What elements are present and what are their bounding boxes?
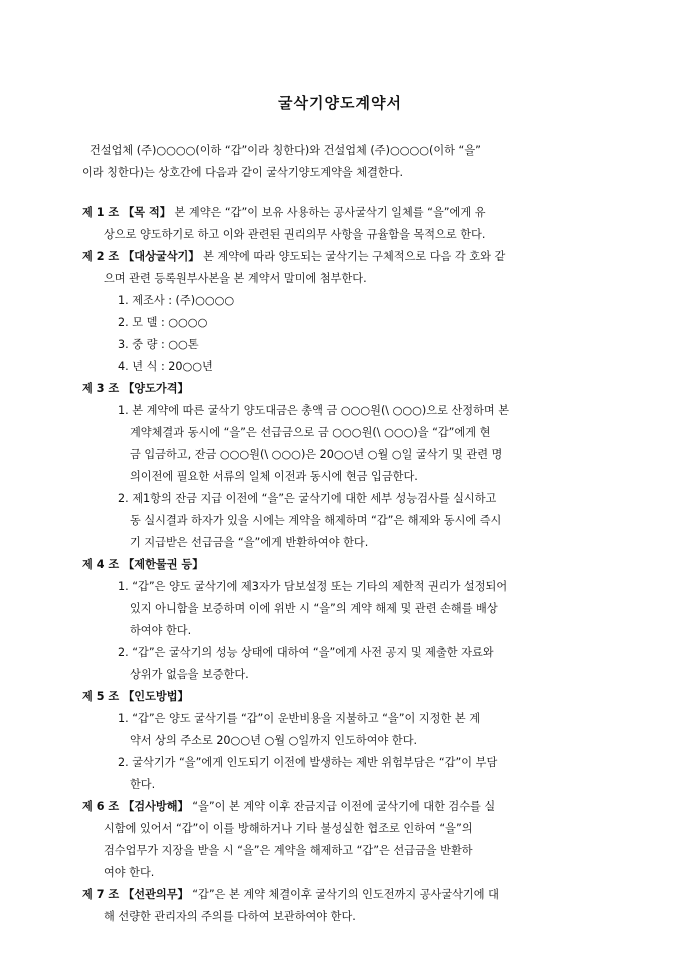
- article-item: 1. “갑”은 양도 굴삭기를 “갑”이 운반비용을 지불하고 “을”이 지정한 본 계: [118, 712, 480, 725]
- intro-line: 건설업체 (주)○○○○(이하 “갑”이라 칭한다)와 건설업체 (주)○○○○(이하 “을”: [90, 144, 481, 157]
- article-item: 4. 년 식 : 20○○년: [118, 360, 213, 373]
- article-item: 약서 상의 주소로 20○○년 ○월 ○일까지 인도하여야 한다.: [130, 734, 418, 747]
- article-1: [82, 202, 598, 246]
- article-heading: 제 1 조 【목 적】: [82, 206, 171, 219]
- article-item: 1. “갑”은 양도 굴삭기에 제3자가 담보설정 또는 기타의 제한적 권리가 설정되어: [118, 580, 508, 593]
- article-item: 의이전에 필요한 서류의 일체 이전과 동시에 현금 입금한다.: [130, 470, 418, 483]
- article-heading-line: [82, 554, 598, 576]
- article-text: 상으로 양도하기로 하고 이와 관련된 권리의무 사항을 규율함을 목적으로 한다.: [104, 228, 486, 241]
- article-heading: 제 3 조 【양도가격】: [82, 382, 189, 395]
- article-heading: 제 4 조 【제한물권 등】: [82, 558, 204, 571]
- article-6: [82, 796, 598, 884]
- article-text: 검수업무가 지장을 받을 시 “을”은 계약을 해제하고 “갑”은 선급금을 반환하: [104, 844, 473, 857]
- article-item: 2. 제1항의 잔금 지급 이전에 “을”은 굴삭기에 대한 세부 성능검사를 실시하고: [118, 492, 497, 505]
- article-4: [82, 554, 598, 686]
- article-heading: 제 7 조 【선관의무】: [82, 888, 189, 901]
- article-item: 동 실시결과 하자가 있을 시에는 계약을 해제하며 “갑”은 해제와 동시에 즉시: [130, 514, 502, 527]
- article-2: [82, 246, 598, 378]
- article-heading-line: [82, 378, 598, 400]
- article-text: 여야 한다.: [104, 866, 155, 879]
- article-heading: 제 5 조 【인도방법】: [82, 690, 189, 703]
- article-item: 금 입금하고, 잔금 ○○○원(\ ○○○)은 20○○년 ○월 ○일 굴삭기 및 관련 명: [130, 448, 503, 461]
- article-item: 2. “갑”은 굴삭기의 성능 상태에 대하여 “을”에게 사전 공지 및 제출한 자료와: [118, 646, 494, 659]
- article-item: 1. 본 계약에 따른 굴삭기 양도대금은 총액 금 ○○○원(\ ○○○)으로 산정하며 본: [118, 404, 510, 417]
- article-7: [82, 884, 598, 928]
- article-item: 2. 모 델 : ○○○○: [118, 316, 208, 329]
- article-item: 계약체결과 동시에 “을”은 선급금으로 금 ○○○원(\ ○○○)을 “갑”에게 현: [130, 426, 491, 439]
- article-heading-line: [82, 202, 598, 224]
- article-heading: 제 6 조 【검사방해】: [82, 800, 189, 813]
- article-text: 본 계약에 따라 양도되는 굴삭기는 구체적으로 다음 각 호와 같: [203, 250, 506, 263]
- article-item: 있지 아니함을 보증하며 이에 위반 시 “을”의 계약 해제 및 관련 손해를 배상: [130, 602, 498, 615]
- intro-line: 이라 칭한다)는 상호간에 다음과 같이 굴삭기양도계약을 체결한다.: [82, 166, 404, 179]
- article-item: 2. 굴삭기가 “을”에게 인도되기 이전에 발생하는 제반 위험부담은 “갑”이 부담: [118, 756, 498, 769]
- article-heading-line: [82, 246, 598, 268]
- article-text: 시함에 있어서 “갑”이 이를 방해하거나 기타 불성실한 협조로 인하여 “을”의: [104, 822, 473, 835]
- article-text: “을”이 본 계약 이후 잔금지급 이전에 굴삭기에 대한 검수를 실: [192, 800, 496, 813]
- article-heading-line: [82, 884, 598, 906]
- article-text: 본 계약은 “갑”이 보유 사용하는 공사굴삭기 일체를 “을”에게 유: [174, 206, 486, 219]
- article-item: 기 지급받은 선급금을 “을”에게 반환하여야 한다.: [130, 536, 369, 549]
- articles-list: [82, 202, 598, 928]
- article-item: 1. 제조사 : (주)○○○○: [118, 294, 235, 307]
- article-heading-line: [82, 796, 598, 818]
- article-text: 해 선량한 관리자의 주의를 다하여 보관하여야 한다.: [104, 910, 356, 923]
- article-heading: 제 2 조 【대상굴삭기】: [82, 250, 200, 263]
- article-item: 한다.: [130, 778, 156, 791]
- article-text: 으며 관련 등록원부사본을 본 계약서 말미에 첨부한다.: [104, 272, 367, 285]
- document-title: 굴삭기양도계약서: [278, 94, 402, 112]
- article-item: 하여야 한다.: [130, 624, 192, 637]
- article-3: [82, 378, 598, 554]
- intro-paragraph: [82, 140, 598, 184]
- article-5: [82, 686, 598, 796]
- article-item: 3. 중 량 : ○○톤: [118, 338, 199, 351]
- article-item: 상위가 없음을 보증한다.: [130, 668, 249, 681]
- article-heading-line: [82, 686, 598, 708]
- article-text: “갑”은 본 계약 체결이후 굴삭기의 인도전까지 공사굴삭기에 대: [192, 888, 499, 901]
